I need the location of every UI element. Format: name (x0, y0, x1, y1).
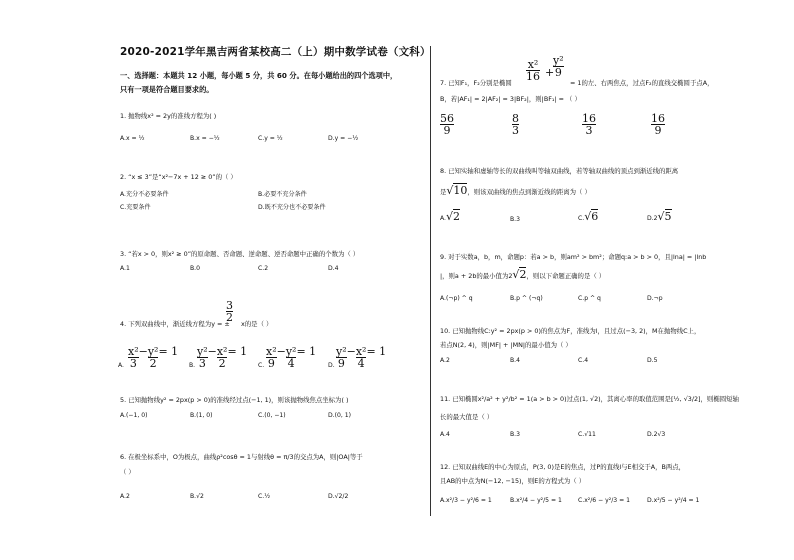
exam-title: 2020-2021学年黑吉两省某校高二（上）期中数学试卷（文科） (120, 46, 431, 58)
q1-option-a: A.x = ½ (120, 135, 145, 142)
q4-option-a: $\frac{\text{x²}}{3}$ − $\frac{\text{y²}}{2}$ = 1 (128, 345, 179, 370)
q9-stem-pre: |，则a + 2b的最小值为2 (440, 272, 513, 280)
q5-option-c: C.(0, −1) (258, 412, 286, 419)
q2-option-b: B.必要不充分条件 (258, 191, 307, 198)
q12-stem: 12. 已知双曲线E的中心为原点，P(3, 0)是E的焦点，过P的直线l与E相交于A，B两点， (440, 463, 686, 471)
q7-option-c-num: 16 (582, 112, 596, 125)
q7-frac2-num: y² (553, 54, 564, 67)
q4-fraction-den: 2 (226, 311, 233, 324)
q12-option-b: B.x²/4 − y²/5 = 1 (510, 497, 562, 504)
q12-option-a: A.x²/3 − y²/6 = 1 (440, 497, 492, 504)
q9-stem-line2 (440, 270, 605, 281)
section-heading-line2: 只有一项是符合题目要求的。 (120, 85, 214, 94)
q8-sqrt: √10 (446, 184, 468, 197)
q3-option-b: B.0 (190, 265, 200, 272)
q2-option-a: A.充分不必要条件 (120, 191, 169, 198)
q6-option-b: B.√2 (190, 493, 204, 500)
q7-frac1 (526, 59, 540, 82)
q4-option-d: $\frac{\text{y²}}{9}$ − $\frac{\text{x²}}{4}$ = 1 (336, 345, 387, 370)
q10-option-a: A.2 (440, 357, 450, 364)
q12-option-c: C.x²/6 − y²/3 = 1 (578, 497, 630, 504)
q6-option-a: A.2 (120, 493, 130, 500)
q7-option-c (582, 113, 596, 136)
q9-option-d: D.¬p (647, 295, 663, 302)
q7-option-b (512, 113, 519, 136)
q4-fraction-num: 3 (226, 299, 233, 312)
q8-stem-line2 (440, 186, 591, 197)
q10-option-d: D.5 (647, 357, 658, 364)
q4-option-b-label: B. (189, 362, 196, 369)
q12-option-d: D.x²/5 − y²/4 = 1 (647, 497, 700, 504)
q8-stem-pre: 是 (440, 188, 447, 196)
q12-stem-line2: 且AB的中点为N(−12, −15)，则E的方程式为（ ） (440, 477, 586, 485)
q8-option-d: D.2√5 (647, 210, 672, 223)
q11-option-c: C.√11 (578, 431, 596, 438)
q6-option-d: D.√2/2 (328, 493, 349, 500)
q2-stem: 2. “x ≤ 3”是“x²−7x + 12 ≥ 0”的（ ） (120, 173, 237, 181)
q8-radicand: 10 (453, 184, 468, 197)
q6-stem: 6. 在极坐标系中，O为极点，曲线ρ²cosθ = 1与射线θ = π/3的交点为A，则|OA|等于 (120, 453, 363, 461)
q7-frac1-den: 16 (526, 70, 540, 83)
q4-fraction (226, 300, 233, 323)
q10-stem-line2: 若点N(2, 4)，则|MF| + |MN|的最小值为（ ） (440, 341, 572, 349)
q4-option-d-label: D. (328, 362, 335, 369)
q4-stem-tail: x的是（ ） (241, 320, 273, 328)
q3-option-a: A.1 (120, 265, 130, 272)
q1-stem: 1. 抛物线x² = 2y的准线方程为( ) (120, 112, 217, 120)
q10-option-c: C.4 (578, 357, 589, 364)
q8-option-a: A.√2 (440, 210, 461, 223)
q2-option-c: C.充要条件 (120, 204, 151, 211)
q1-option-c: C.y = ½ (258, 135, 283, 142)
q6-stem-line2: （ ） (120, 468, 135, 476)
q2-option-d: D.既不充分也不必要条件 (258, 204, 326, 211)
q7-option-a-num: 56 (440, 112, 454, 125)
q3-option-c: C.2 (258, 265, 269, 272)
q7-stem-line2: B，若|AF₁| = 2|AF₂| = 3|BF₂|，则|BF₁| = （ ） (440, 95, 581, 103)
q4-option-b: $\frac{\text{y²}}{3}$ − $\frac{\text{x²}}{2}$ = 1 (197, 345, 248, 370)
q7-frac2-den: 9 (554, 66, 562, 79)
q1-option-b: B.x = −½ (190, 135, 220, 142)
q8-stem-post: ，则该双曲线的焦点到渐近线的距离为（ ） (467, 188, 591, 196)
q4-option-c-label: C. (258, 362, 265, 369)
q7-option-b-num: 8 (512, 112, 519, 125)
q7-plus: + (545, 66, 555, 79)
q8-stem: 8. 已知实轴和虚轴等长的双曲线叫等轴双曲线，若等轴双曲线的顶点到渐近线的距离 (440, 167, 679, 175)
q7-option-a (440, 113, 454, 136)
q9-radicand: 2 (519, 268, 527, 281)
q7-option-c-den: 3 (585, 124, 593, 137)
q8-option-a-val: 2 (453, 210, 461, 223)
q8-option-b: B.3 (510, 216, 520, 223)
q9-stem: 9. 对于实数a，b，m，命题p：若a > b，则am² > bm²；命题q:a > b > 0，且|lna| = |lnb (440, 253, 707, 261)
q9-option-b: B.p ^ (¬q) (510, 295, 543, 302)
q7-option-d (651, 113, 665, 136)
q3-stem: 3. “若x > 0，则x² ≥ 0”的原命题、否命题、逆命题、逆否命题中正确的个数为（ ） (120, 250, 360, 258)
q5-option-d: D.(0, 1) (328, 412, 352, 419)
q10-stem: 10. 已知抛物线C:y² = 2px(p > 0)的焦点为F，准线为l，且过点(−3, 2)，M在抛物线C上， (440, 327, 701, 335)
q11-option-d: D.2√3 (647, 431, 666, 438)
q4-stem: 4. 下列双曲线中，渐近线方程为y = ± (120, 320, 230, 328)
q10-option-b: B.4 (510, 357, 520, 364)
q11-stem-line2: 长的最大值是（ ） (440, 413, 494, 421)
section-heading: 一、选择题：本题共 12 小题，每小题 5 分，共 60 分。在每小题给出的四个选项中， (120, 71, 398, 80)
q7-frac2 (553, 55, 564, 78)
q7-option-d-num: 16 (651, 112, 665, 125)
q7-option-b-den: 3 (512, 124, 519, 137)
q11-stem: 11. 已知椭圆x²/a² + y²/b² = 1(a > b > 0)过点(1, √2)，其离心率的取值范围是[½, √3/2]，则椭圆短轴 (440, 395, 739, 403)
q7-option-d-den: 9 (654, 124, 662, 137)
column-divider (430, 46, 431, 516)
q3-option-d: D.4 (328, 265, 339, 272)
q5-option-a: A.(−1, 0) (120, 412, 148, 419)
q11-option-b: B.3 (510, 431, 520, 438)
q8-option-d-val: 5 (664, 210, 672, 223)
q4-option-a-label: A. (118, 362, 124, 369)
q7-stem-pre: 7. 已知F₁，F₂分别是椭圆 (440, 79, 512, 87)
q5-stem: 5. 已知抛物线y² = 2px(p > 0)的准线经过点(−1, 1)，则该抛物线焦点坐标为( ) (120, 396, 349, 404)
q7-option-a-den: 9 (443, 124, 451, 137)
q6-option-c: C.½ (258, 493, 271, 500)
q9-option-c: C.p ^ q (578, 295, 601, 302)
q8-option-d-label: D.2 (647, 215, 658, 222)
q9-option-a: A.(¬p) ^ q (440, 295, 473, 302)
q1-option-d: D.y = −½ (328, 135, 359, 142)
q7-stem-post: = 1的左、右两焦点，过点F₂的直线交椭圆于点A， (570, 79, 714, 87)
q8-option-c-label: C. (578, 215, 585, 222)
q5-option-b: B.(1, 0) (190, 412, 213, 419)
q11-option-a: A.4 (440, 431, 450, 438)
q4-option-c: $\frac{\text{x²}}{9}$ − $\frac{\text{y²}}{4}$ = 1 (266, 345, 317, 370)
q7-frac1-num: x² (527, 58, 539, 71)
q8-option-c: C.√6 (578, 210, 599, 223)
q8-option-c-val: 6 (591, 210, 599, 223)
q9-sqrt: √2 (512, 268, 527, 281)
q9-stem-post: ，则以下命题正确的是（ ） (526, 272, 606, 280)
q8-option-a-label: A. (440, 215, 446, 222)
